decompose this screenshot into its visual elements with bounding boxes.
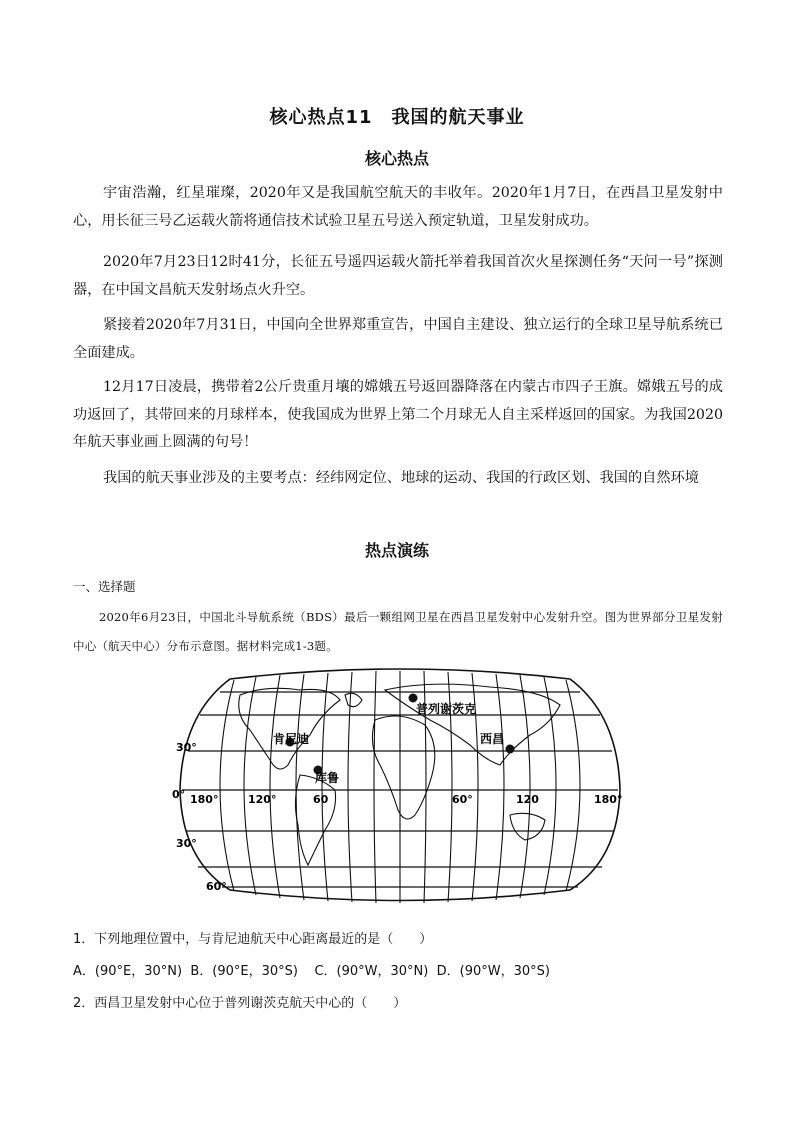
map-label-kourou: 库鲁 <box>315 771 340 785</box>
paragraph-3: 紧接着2020年7月31日，中国向全世界郑重宣告，中国自主建设、独立运行的全球卫星导航系统已全面建成。 <box>73 317 723 361</box>
lat-label-30s: 30° <box>176 837 197 850</box>
section-heading-practice: 热点演练 <box>364 541 429 560</box>
question-section-label: 一、选择题 <box>73 579 136 594</box>
map-label-kennedy: 肯尼迪 <box>273 732 310 746</box>
lat-label-60s: 60° <box>206 880 227 893</box>
section-heading-core: 核心热点 <box>364 149 429 168</box>
paragraph-2: 2020年7月23日12时41分，长征五号遥四运载火箭托举着我国首次火星探测任务“天问一号”探测器，在中国文昌航天发射场点火升空。 <box>73 254 723 298</box>
paragraph-1: 宇宙浩瀚，红星璀璨，2020年又是我国航空航天的丰收年。2020年1月7日，在西昌卫星发射中心，用长征三号乙运载火箭将通信技术试验卫星五号送入预定轨道，卫星发射成功。 <box>73 185 723 229</box>
lat-label-0: 0° <box>172 788 186 801</box>
question-2: 2．西昌卫星发射中心位于普列谢茨克航天中心的（ ） <box>73 996 407 1011</box>
lon-label-120e: 120 <box>516 793 539 806</box>
map-label-xichang: 西昌 <box>480 732 505 746</box>
paragraph-4: 12月17日凌晨，携带着2公斤贵重月壤的嫦娥五号返回器降落在内蒙古市四子王旗。嫦娥五号的成功返回了，其带回来的月球样本，使我国成为世界上第二个月球无人自主采样返回的国家。为我国2020年航天事业画上圆满的句号！ <box>73 379 723 450</box>
map-label-plesetsk: 普列谢茨克 <box>416 702 477 716</box>
question-1-options: A．(90°E，30°N) B．(90°E，30°S) C．(90°W，30°N) D．(90°W，30°S) <box>73 964 550 979</box>
question-1: 1．下列地理位置中，与肯尼迪航天中心距离最近的是（ ） <box>73 932 433 947</box>
lon-label-60w: 60 <box>313 793 329 806</box>
lat-label-30n: 30° <box>176 741 197 754</box>
lon-label-180w: 180° <box>190 793 219 806</box>
world-map-figure <box>170 665 630 905</box>
page-title: 核心热点11 我国的航天事业 <box>269 107 525 128</box>
lon-label-180e: 180° <box>594 793 623 806</box>
lon-label-60e: 60° <box>452 793 473 806</box>
lon-label-120w: 120° <box>248 793 277 806</box>
paragraph-5: 我国的航天事业涉及的主要考点：经纬网定位、地球的运动、我国的行政区划、我国的自然环境 <box>103 470 699 486</box>
material-text: 2020年6月23日，中国北斗导航系统（BDS）最后一颗组网卫星在西昌卫星发射中心发射升空。图为世界部分卫星发射中心（航天中心）分布示意图。据材料完成1-3题。 <box>73 610 723 653</box>
